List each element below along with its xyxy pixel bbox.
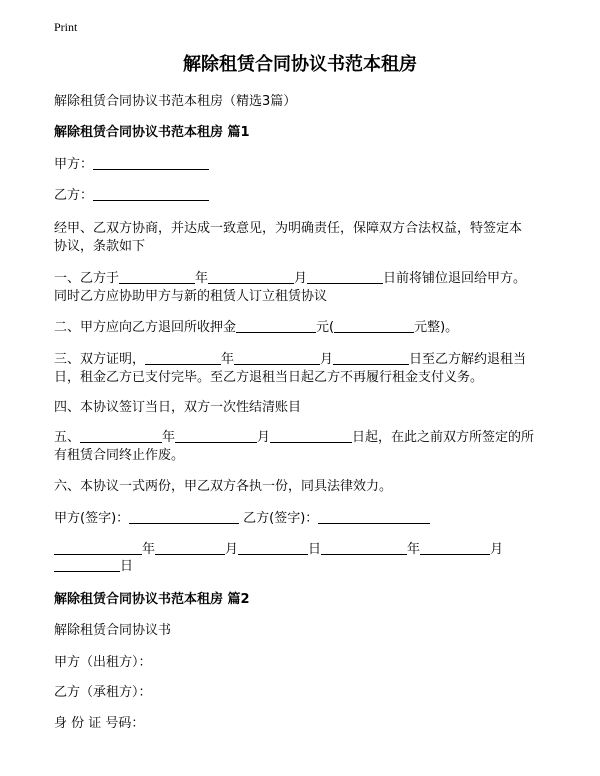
clause-2-prefix: 二、甲方应向乙方退回所收押金 (54, 320, 237, 335)
clause-3-prefix: 三、双方证明， (54, 352, 146, 367)
clause-1-year: 年 (195, 271, 209, 286)
sign-a-label: 甲方(签字)： (54, 511, 130, 526)
date-b-year: 年 (407, 542, 421, 557)
party-b-line (54, 185, 209, 207)
clause-5-year: 年 (162, 430, 176, 445)
clause-5-month-blank (175, 428, 257, 443)
clause-2-mid: 元( (316, 320, 335, 335)
date-a-year-blank (54, 540, 142, 555)
clause-1-month: 月 (294, 271, 308, 286)
clause-6: 六、本协议一式两份，甲乙双方各执一份，同具法律效力。 (54, 479, 393, 494)
clause-5-year-blank (80, 428, 162, 443)
clause-3-rest: 日至乙方解约退租当 (409, 352, 527, 367)
clause-3-day-blank (333, 350, 409, 365)
section-2-doc-title: 解除租赁合同协议书 (54, 623, 172, 638)
date-b-day: 日 (120, 559, 134, 574)
clause-3-year: 年 (221, 352, 235, 367)
clause-5-line-2: 有租赁合同终止作废。 (54, 448, 185, 463)
clause-2-end: 元整)。 (414, 320, 459, 335)
clause-5-day-blank (270, 428, 352, 443)
party-b-blank (93, 186, 209, 201)
sign-b-label: 乙方(签字)： (243, 511, 319, 526)
date-b-month: 月 (490, 542, 504, 557)
party-a-line (54, 154, 209, 176)
clause-2-amount-blank (236, 318, 316, 333)
section-2-heading: 解除租赁合同协议书范本租房 篇2 (54, 592, 250, 607)
date-a-year: 年 (142, 542, 156, 557)
page-title: 解除租赁合同协议书范本租房 (183, 54, 417, 75)
landlord-label: 甲方（出租方）： (54, 655, 152, 670)
date-b-day-blank (54, 557, 120, 572)
date-a-month-blank (155, 540, 225, 555)
clause-1-line-2: 同时乙方应协助甲方与新的租赁人订立租赁协议 (54, 289, 328, 304)
date-a-day: 日 (308, 542, 322, 557)
party-a-label: 甲方： (54, 157, 94, 172)
clause-1-day-blank (307, 269, 383, 284)
subtitle: 解除租赁合同协议书范本租房（精选3篇） (54, 94, 297, 109)
clause-5-month: 月 (257, 430, 271, 445)
clause-4: 四、本协议签订当日，双方一次性结清账目 (54, 400, 302, 415)
clause-3-line-2: 日，租金乙方已支付完毕。至乙方退租当日起乙方不再履行租金支付义务。 (54, 370, 484, 385)
date-b-month-blank (420, 540, 490, 555)
intro-line-2: 协议，条款如下 (54, 239, 146, 254)
party-a-blank (93, 155, 209, 170)
tenant-label: 乙方（承租方）： (54, 685, 152, 700)
clause-3-year-blank (145, 350, 221, 365)
signature-line (54, 508, 430, 530)
id-number-label: 身 份 证 号码： (54, 716, 145, 731)
clause-5-prefix: 五、 (54, 430, 81, 445)
intro-line-1: 经甲、乙双方协商，并达成一致意见，为明确责任，保障双方合法权益，特签定本 (54, 221, 523, 236)
sign-a-blank (129, 509, 239, 524)
clause-1-prefix: 一、乙方于 (54, 271, 120, 286)
clause-3-month: 月 (320, 352, 334, 367)
print-link[interactable]: Print (54, 20, 78, 34)
sign-b-blank (318, 509, 430, 524)
date-line-2 (54, 556, 133, 578)
date-a-day-blank (238, 540, 308, 555)
clause-1-rest: 日前将铺位退回给甲方。 (383, 271, 527, 286)
party-b-label: 乙方： (54, 188, 94, 203)
clause-2 (54, 317, 458, 339)
date-b-year-blank (321, 540, 407, 555)
clause-1-year-blank (119, 269, 195, 284)
clause-5-rest: 日起，在此之前双方所签定的所 (352, 430, 535, 445)
date-a-month: 月 (225, 542, 239, 557)
section-1-heading: 解除租赁合同协议书范本租房 篇1 (54, 125, 250, 140)
clause-2-amount-words-blank (334, 318, 414, 333)
clause-3-month-blank (234, 350, 320, 365)
clause-1-month-blank (208, 269, 294, 284)
